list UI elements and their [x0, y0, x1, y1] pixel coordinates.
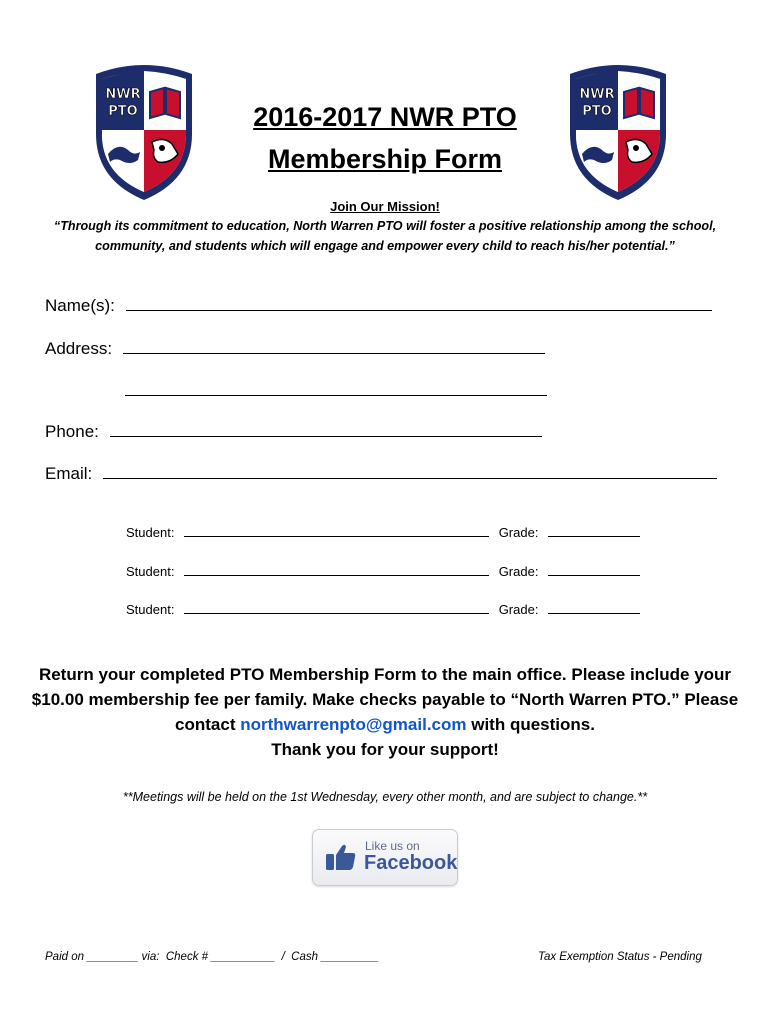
student-name-blank[interactable]: [184, 525, 489, 537]
email-field: [45, 463, 717, 484]
student-label: Student:: [126, 602, 175, 617]
tax-status-text: Tax Exemption Status - Pending: [538, 951, 702, 963]
title-line-form: Membership Form: [267, 144, 503, 174]
names-label: Name(s):: [45, 296, 115, 315]
return-text-part2: with questions.: [466, 715, 595, 734]
meetings-note: **Meetings will be held on the 1st Wednesday, every other month, and are subject to change.**: [122, 790, 648, 804]
nwr-pto-crest-logo-left: [92, 62, 196, 202]
title-line-year: 2016-2017 NWR PTO: [253, 102, 517, 132]
grade-blank[interactable]: [548, 602, 640, 614]
phone-field: [45, 421, 542, 442]
student-row: [126, 525, 640, 540]
names-blank-line[interactable]: [126, 295, 712, 311]
mission-statement: “Through its commitment to education, North Warren PTO will foster a positive relationship among the school, community, and students which will engage and empower every child to reach his/her potential.”: [53, 219, 717, 253]
student-label: Student:: [126, 525, 175, 540]
grade-label: Grade:: [498, 525, 539, 540]
student-label: Student:: [126, 564, 175, 579]
email-label: Email:: [45, 464, 93, 483]
contact-email-link[interactable]: northwarrenpto@gmail.com: [240, 715, 467, 734]
address-blank-line-2[interactable]: [125, 380, 547, 396]
grade-label: Grade:: [498, 602, 539, 617]
svg-text:PTO: PTO: [108, 104, 138, 119]
address-line-2: [125, 380, 547, 401]
return-instructions: [30, 662, 740, 762]
svg-text:NWR: NWR: [105, 87, 141, 102]
grade-blank[interactable]: [548, 564, 640, 576]
payment-record-line: Paid on ________ via: Check # __________ / Cash _________: [45, 951, 379, 963]
names-field: [45, 295, 712, 316]
email-blank-line[interactable]: [103, 463, 717, 479]
phone-blank-line[interactable]: [110, 421, 542, 437]
facebook-like-button[interactable]: [312, 829, 458, 886]
student-name-blank[interactable]: [184, 602, 489, 614]
form-title: [185, 96, 585, 180]
thank-you-text: Thank you for your support!: [271, 740, 499, 759]
grade-blank[interactable]: [548, 525, 640, 537]
mission-heading: Join Our Mission!: [330, 199, 440, 214]
student-row: [126, 602, 640, 617]
address-field: [45, 338, 545, 359]
facebook-brand-text: Facebook: [364, 852, 458, 874]
address-label: Address:: [45, 339, 113, 358]
student-name-blank[interactable]: [184, 564, 489, 576]
phone-label: Phone:: [45, 422, 99, 441]
thumbs-up-icon: [325, 842, 357, 872]
return-text-part1: Return your completed PTO Membership Form to the main office. Please include your $10.00 membership fee per family. Make checks payable to “North Warren PTO.” Please contact: [31, 665, 739, 734]
svg-text:NWR: NWR: [579, 87, 615, 102]
grade-label: Grade:: [498, 564, 539, 579]
student-row: [126, 564, 640, 579]
address-blank-line-1[interactable]: [123, 338, 545, 354]
svg-text:PTO: PTO: [582, 104, 612, 119]
facebook-like-text: Like us on: [365, 839, 420, 853]
